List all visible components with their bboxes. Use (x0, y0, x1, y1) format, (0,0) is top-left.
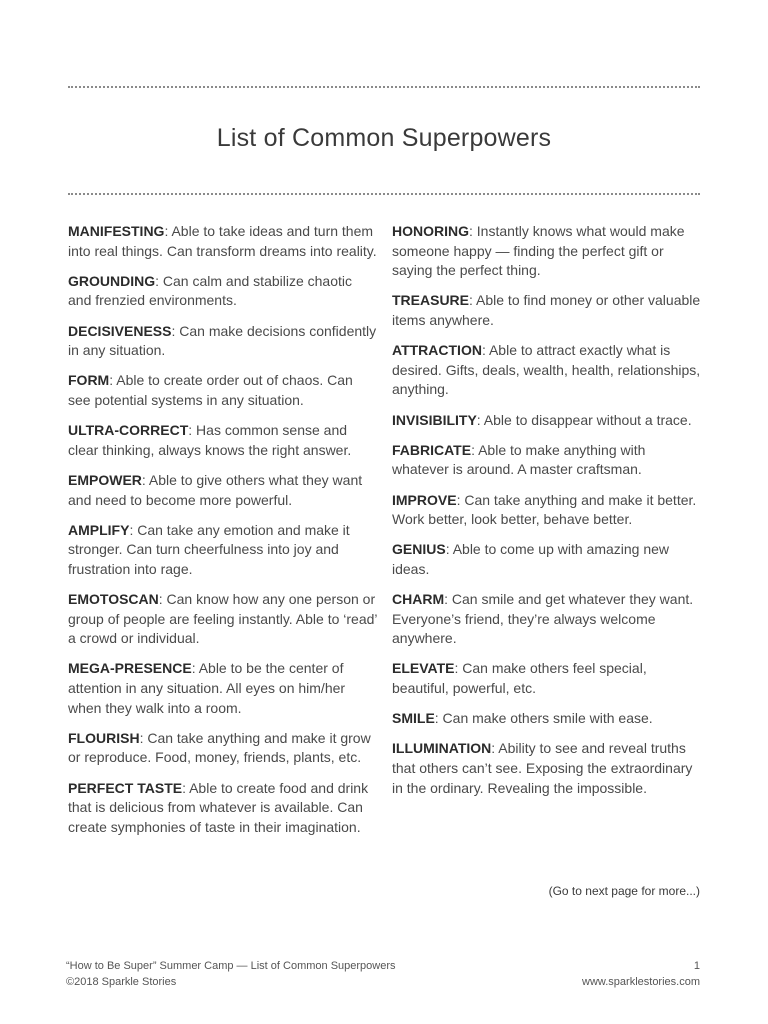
right-column (392, 222, 704, 809)
superpower-term: ULTRA-CORRECT (68, 422, 189, 439)
superpower-entry (68, 779, 378, 838)
superpower-term: TREASURE (392, 292, 470, 309)
superpower-description: : Able to create food and drink that is delicious from whatever is available. Can create symphonies of taste in their imagination. (68, 779, 369, 835)
superpower-entry (392, 222, 704, 281)
superpower-term: EMOTOSCAN (68, 591, 159, 608)
superpower-term: GENIUS (392, 541, 446, 558)
page-footer (66, 958, 700, 990)
superpower-entry (68, 521, 378, 580)
superpower-description: : Instantly knows what would make someone happy — finding the perfect gift or saying the perfect thing. (392, 223, 685, 279)
superpower-description: : Able to be the center of attention in any situation. All eyes on him/her when they walk into a room. (68, 660, 346, 716)
superpower-entry (392, 291, 704, 330)
superpower-description: : Can make others feel special, beautiful, powerful, etc. (392, 660, 647, 697)
superpower-entry (392, 709, 704, 729)
superpower-description: : Able to create order out of chaos. Can see potential systems in any situation. (68, 372, 353, 408)
superpower-description: : Can make others smile with ease. (434, 710, 653, 727)
superpower-term: FABRICATE (392, 441, 472, 458)
superpower-entry (68, 590, 378, 649)
superpower-entry (392, 659, 704, 698)
footer-row-top (66, 958, 700, 974)
footer-page-number: 1 (693, 960, 700, 972)
superpower-term: AMPLIFY (68, 521, 130, 538)
superpower-entry (68, 222, 378, 261)
bottom-dotted-divider (68, 193, 700, 195)
superpower-entry (68, 421, 378, 460)
superpower-term: MANIFESTING (68, 223, 165, 239)
superpower-term: MEGA-PRESENCE (68, 660, 192, 677)
superpower-description: : Can take anything and make it better. Work better, look better, behave better. (392, 491, 697, 528)
superpower-description: : Can smile and get whatever they want. Everyone’s friend, they’re always welcome anywhere. (392, 591, 694, 647)
superpower-entry (68, 272, 378, 311)
superpower-description: : Can take any emotion and make it stronger. Can turn cheerfulness into joy and frustration into rage. (68, 521, 350, 577)
superpower-entry (68, 659, 378, 718)
superpower-term: ELEVATE (392, 660, 455, 677)
superpower-description: : Able to come up with amazing new ideas. (392, 541, 670, 577)
footer-copyright: ©2018 Sparkle Stories (66, 976, 177, 988)
superpower-entry (392, 341, 704, 400)
superpower-description: : Able to give others what they want and need to become more powerful. (68, 471, 363, 508)
superpower-entry (392, 540, 704, 579)
superpower-description: : Can know how any one person or group of people are feeling instantly. Able to ‘read’ a crowd or individual. (68, 591, 377, 647)
superpower-entry (392, 441, 704, 480)
superpower-entry (392, 491, 704, 530)
superpower-entry (68, 322, 378, 361)
left-column (68, 222, 378, 848)
superpower-term: INVISIBILITY (392, 411, 477, 428)
superpower-term: FORM (68, 372, 110, 389)
superpower-entry (392, 411, 704, 431)
superpower-description: : Able to take ideas and turn them into real things. Can transform dreams into reality. (68, 223, 377, 259)
superpower-description: : Can make decisions confidently in any situation. (68, 322, 377, 359)
page-title: List of Common Superpowers (216, 124, 552, 152)
footer-website-link[interactable]: www.sparklestories.com (582, 976, 700, 988)
superpower-term: ILLUMINATION (392, 740, 492, 757)
superpower-description: : Able to disappear without a trace. (476, 411, 692, 428)
superpower-term: HONORING (392, 223, 469, 239)
superpower-description: : Has common sense and clear thinking, always knows the right answer. (68, 422, 352, 458)
footer-document-title: “How to Be Super” Summer Camp — List of Common Superpowers (66, 960, 396, 972)
superpower-term: CHARM (392, 591, 445, 608)
superpower-entry (68, 729, 378, 768)
footer-row-bottom (66, 974, 700, 990)
superpower-description: : Able to find money or other valuable items anywhere. (392, 292, 701, 328)
superpower-term: EMPOWER (68, 471, 142, 488)
superpower-entry (392, 590, 704, 649)
top-dotted-divider (68, 86, 700, 88)
superpower-term: FLOURISH (68, 729, 140, 746)
superpower-description: : Able to attract exactly what is desired. Gifts, deals, wealth, health, relationships, anything. (392, 342, 701, 398)
superpower-term: ATTRACTION (392, 342, 482, 359)
superpower-term: SMILE (392, 710, 435, 727)
superpower-term: GROUNDING (68, 272, 156, 289)
superpower-term: IMPROVE (392, 491, 457, 508)
superpower-entry (68, 471, 378, 510)
continue-note: (Go to next page for more...) (548, 884, 700, 898)
superpower-term: PERFECT TASTE (68, 779, 183, 796)
superpower-entry (68, 371, 378, 410)
superpower-description: : Able to make anything with whatever is around. A master craftsman. (392, 441, 646, 478)
superpower-entry (392, 739, 704, 798)
superpower-description: : Ability to see and reveal truths that others can’t see. Exposing the extraordinary in the ordinary. Revealing the impossible. (392, 740, 693, 796)
superpower-description: : Can take anything and make it grow or reproduce. Food, money, friends, plants, etc. (68, 729, 371, 766)
superpower-term: DECISIVENESS (68, 322, 172, 339)
superpower-description: : Can calm and stabilize chaotic and frenzied environments. (68, 272, 352, 309)
